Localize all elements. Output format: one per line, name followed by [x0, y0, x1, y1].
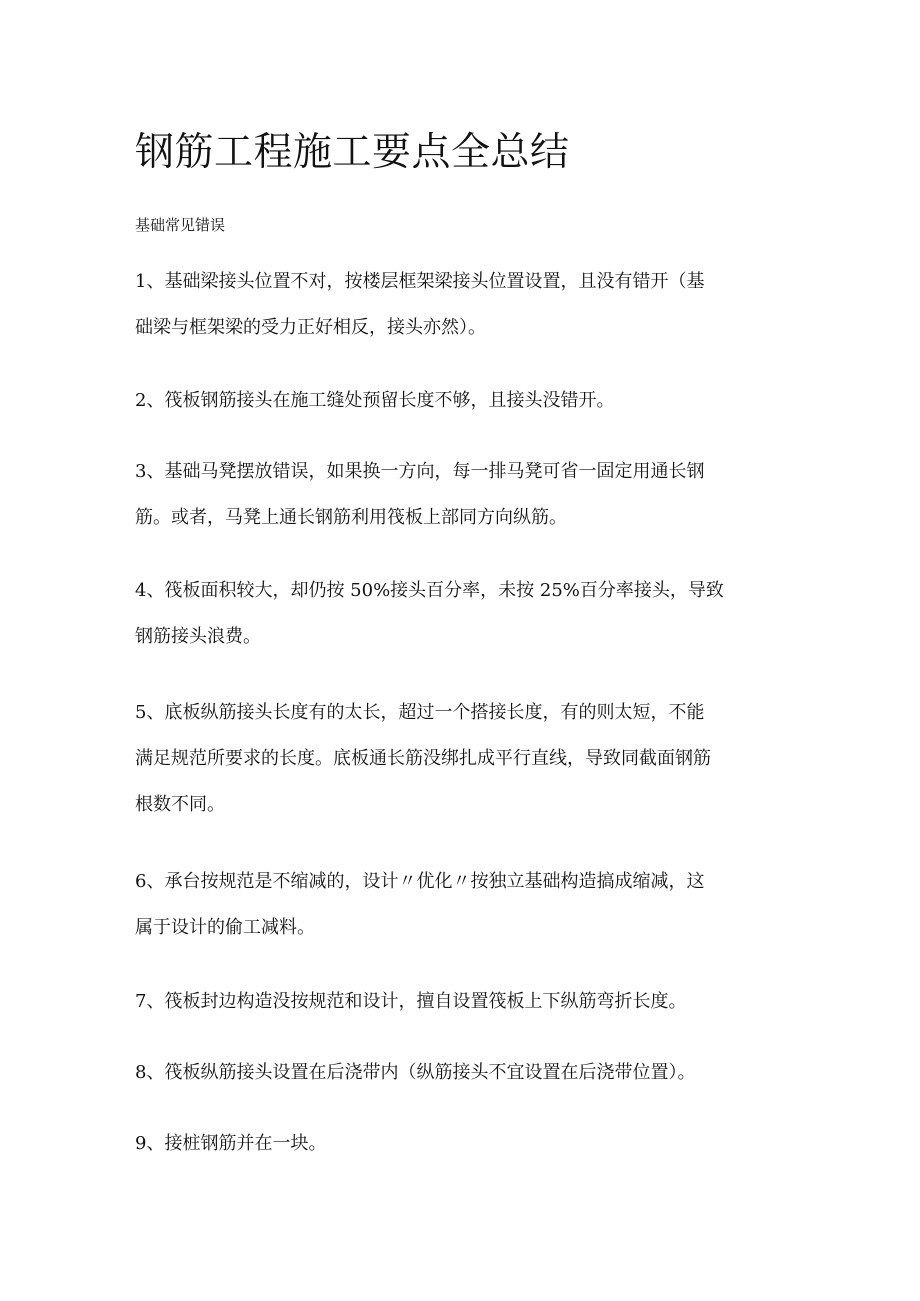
list-item-line: 3、基础马凳摆放错误，如果换一方向，每一排马凳可省一固定用通长钢 — [135, 461, 705, 482]
list-item-line: 钢筋接头浪费。 — [135, 626, 261, 647]
list-item-line: 础梁与框架梁的受力正好相反，接头亦然）。 — [135, 317, 486, 338]
list-item-line: 2、筏板钢筋接头在施工缝处预留长度不够，且接头没错开。 — [135, 390, 615, 411]
list-item-9 — [135, 1121, 785, 1167]
section-heading: 基础常见错误 — [135, 216, 226, 234]
list-item-4 — [135, 568, 785, 660]
list-item-line: 4、筏板面积较大，却仍按 50%接头百分率，未按 25%百分率接头，导致 — [135, 580, 724, 601]
list-item-1 — [135, 259, 785, 351]
list-item-line: 7、筏板封边构造没按规范和设计，擅自设置筏板上下纵筋弯折长度。 — [135, 991, 687, 1012]
list-item-line: 筋。或者，马凳上通长钢筋利用筏板上部同方向纵筋。 — [135, 507, 567, 528]
list-item-line: 满足规范所要求的长度。底板通长筋没绑扎成平行直线，导致同截面钢筋 — [135, 748, 711, 769]
list-item-line: 6、承台按规范是不缩减的，设计〃优化〃按独立基础构造搞成缩减，这 — [135, 871, 705, 892]
list-item-line: 5、底板纵筋接头长度有的太长，超过一个搭接长度，有的则太短，不能 — [135, 702, 705, 723]
list-item-line: 9、接桩钢筋并在一块。 — [135, 1133, 327, 1154]
document-title: 钢筋工程施工要点全总结 — [135, 130, 570, 175]
list-item-7 — [135, 979, 785, 1025]
list-item-6 — [135, 859, 785, 951]
list-item-8 — [135, 1050, 785, 1096]
list-item-line: 1、基础梁接头位置不对，按楼层框架梁接头位置设置，且没有错开（基 — [135, 271, 705, 292]
list-item-line: 8、筏板纵筋接头设置在后浇带内（纵筋接头不宜设置在后浇带位置）。 — [135, 1062, 696, 1083]
list-item-5 — [135, 690, 785, 828]
list-item-2 — [135, 378, 785, 424]
list-item-3 — [135, 449, 785, 541]
list-item-line: 根数不同。 — [135, 794, 225, 815]
list-item-line: 属于设计的偷工减料。 — [135, 917, 315, 938]
